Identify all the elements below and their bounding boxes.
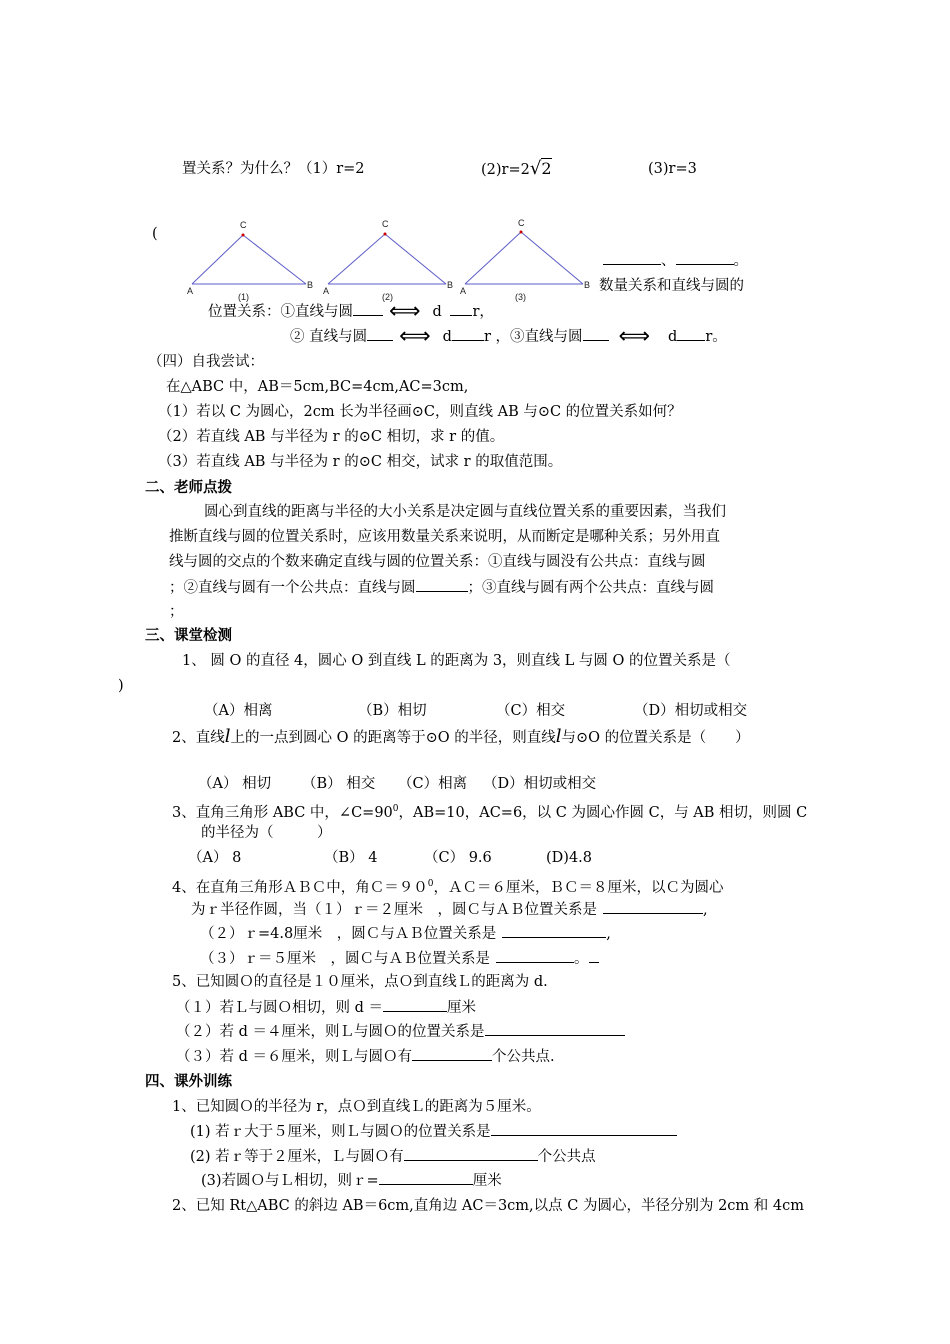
text: 为ｒ半径作圆，当（１）ｒ＝２厘米 ，圆Ｃ与ＡＢ位置关系是 (191, 902, 597, 918)
section-heading-class-test: 三、课堂检测 (145, 628, 232, 644)
class-test-q1-close: ) (118, 678, 124, 694)
blank (404, 1146, 538, 1161)
blank (452, 326, 484, 341)
class-test-q3-line1 (172, 799, 807, 823)
class-test-q3-line2: 的半径为（ ） (201, 825, 332, 841)
tri1-label-a: A (187, 286, 194, 296)
blank (603, 250, 661, 265)
text: ；③直线与圆有两个公共点：直线与圆 (467, 580, 714, 596)
r-symbol: r， (472, 304, 494, 320)
option: (D)4.8 (546, 850, 592, 866)
class-test-q1: 1、 圆 O 的直径 4，圆心 O 到直线 L 的距离为 3，则直线 L 与圆 O 的位置关系是（ (182, 653, 731, 669)
text: 厘米 (472, 1173, 502, 1189)
class-test-q5-b (176, 1021, 625, 1042)
class-test-q5-c (176, 1046, 555, 1067)
blank (677, 326, 705, 341)
text: 。 (574, 951, 589, 967)
sqrt-symbol: √ (529, 158, 542, 179)
tri2-label-b: B (447, 280, 454, 290)
text: （３）ｒ＝５厘米 ，圆Ｃ与ＡＢ位置关系是 (200, 951, 490, 967)
tri3-label-b: B (584, 280, 591, 290)
self-test-item: （1）若以 C 为圆心，2cm 长为半径画⊙C，则直线 AB 与⊙C 的位置关系如何？ (158, 404, 682, 420)
teacher-paragraph-line: ； (169, 604, 184, 620)
teacher-paragraph-line: 线与圆的交点的个数来确定直线与圆的位置关系：①直线与圆没有公共点：直线与圆 (169, 554, 706, 570)
option: （B） 4 (324, 850, 378, 866)
text: (1) 若ｒ大于５厘米，则Ｌ与圆Ｏ的位置关系是 (190, 1124, 491, 1140)
self-test-heading: （四）自我尝试： (148, 354, 264, 370)
class-test-q4-line3 (200, 923, 611, 944)
tri3-label-a: A (460, 286, 467, 296)
option: （D）相切或相交 (634, 703, 748, 719)
blank (416, 577, 468, 592)
section-heading-teacher: 二、老师点拨 (145, 480, 232, 496)
relation-label: 位置关系：①直线与圆 (208, 304, 353, 320)
homework-q2: 2、已知 Rt△ABC 的斜边 AB＝6cm,直角边 AC＝3cm,以点 C 为圆心，半径分别为 2cm 和 4cm (172, 1198, 804, 1214)
blank (383, 997, 447, 1012)
degree-superscript: 0 (392, 804, 399, 814)
top-question-prefix: 置关系？为什么？（1）r=2 (182, 161, 365, 177)
teacher-paragraph-line: 圆心到直线的距离与半径的大小关系是决定圆与直线位置关系的重要因素，当我们 (204, 504, 726, 520)
double-arrow-icon: ⟺ (389, 299, 421, 324)
section-heading-homework: 四、课外训练 (145, 1074, 232, 1090)
text: , (703, 902, 708, 918)
text: 个公共点. (492, 1049, 555, 1065)
blank (589, 948, 599, 963)
tri1-label-c: C (240, 220, 247, 230)
blank (491, 1121, 677, 1136)
tri3-label-c: C (518, 218, 525, 228)
tri1-caption: (1) (238, 292, 249, 302)
blank (412, 1046, 492, 1061)
tri1-label-b: B (307, 280, 314, 290)
line-l-symbol: l (224, 726, 231, 747)
triangle-figure-2 (322, 218, 454, 304)
text: 2、直线 (172, 730, 225, 746)
text: 个公共点 (537, 1149, 596, 1165)
text: (2) 若ｒ等于２厘米，Ｌ与圆Ｏ有 (190, 1149, 404, 1165)
homework-q1-c (201, 1170, 502, 1191)
text: ；②直线与圆有一个公共点：直线与圆 (169, 580, 416, 596)
tri2-label-a: A (323, 286, 330, 296)
blank (676, 250, 734, 265)
text: （２）ｒ=4.8厘米 ，圆Ｃ与ＡＢ位置关系是 (200, 926, 497, 942)
relation-line-1 (208, 301, 494, 322)
text: ，AB=10，AC=6，以 C 为圆心作圆 C，与 AB 相切，则圆 C (398, 804, 808, 821)
double-arrow-icon: ⟺ (618, 324, 651, 349)
text: 厘米 (447, 1000, 476, 1016)
double-arrow-icon: ⟺ (399, 324, 431, 349)
class-test-q4-line4 (200, 948, 599, 969)
homework-q1-a (190, 1121, 677, 1142)
homework-q1: 1、已知圆Ｏ的半径为 r，点Ｏ到直线Ｌ的距离为５厘米。 (172, 1099, 541, 1115)
class-test-q2 (172, 727, 750, 748)
relation-line-2 (290, 326, 727, 347)
blank (485, 1021, 625, 1036)
class-test-q5-a (176, 997, 476, 1018)
text: (3)若圆Ｏ与Ｌ相切，则ｒ= (201, 1173, 379, 1189)
relation-3-label: r ，③直线与圆 (483, 329, 583, 345)
blank (502, 923, 606, 938)
option: （D）相切或相交 (483, 776, 597, 792)
blank (367, 326, 393, 341)
class-test-q5-line1: 5、已知圆Ｏ的直径是１０厘米，点Ｏ到直线Ｌ的距离为 d. (172, 974, 548, 990)
r-symbol: r。 (705, 329, 727, 345)
text: ，ＡＣ＝６厘米，ＢＣ＝８厘米，以Ｃ为圆心 (433, 879, 724, 896)
option: （B） 相交 (302, 776, 376, 792)
self-test-given: 在△ABC 中，AB＝5cm,BC=4cm,AC=3cm, (166, 379, 469, 395)
text: 与⊙O 的位置关系是（ ） (561, 730, 750, 746)
blank (379, 1170, 473, 1185)
teacher-paragraph-line: 推断直线与圆的位置关系时，应该用数量关系来说明，从而断定是哪种关系；另外用直 (169, 529, 720, 545)
period: 。 (733, 253, 748, 269)
text: （１）若Ｌ与圆Ｏ相切，则 d ＝ (176, 1000, 383, 1016)
blank (450, 301, 472, 316)
blank (496, 948, 574, 963)
teacher-paragraph-line (169, 577, 714, 598)
tri2-caption: (2) (382, 292, 393, 302)
homework-q1-b (190, 1146, 596, 1167)
figure-right-line2: 数量关系和直线与圆的 (599, 278, 744, 294)
relation-2-label: ② 直线与圆 (290, 329, 368, 345)
line-l-symbol: l (555, 726, 562, 747)
option: （A） 相切 (198, 776, 272, 792)
option: （C）相交 (496, 703, 566, 719)
text: （２）若 d ＝４厘米，则Ｌ与圆Ｏ的位置关系是 (176, 1024, 485, 1040)
degree-superscript: 0 (427, 879, 434, 889)
q2-root-value: 2 (541, 159, 552, 178)
option: （C） 9.6 (424, 850, 492, 866)
text: 4、在直角三角形ＡＢＣ中，角Ｃ＝９０ (172, 879, 428, 896)
triangle-figure-1 (186, 218, 316, 304)
text: 上的一点到圆心 O 的距离等于⊙O 的半径，则直线 (230, 730, 556, 746)
self-test-item: （2）若直线 AB 与半径为 r 的⊙C 相切，求 r 的值。 (158, 429, 505, 445)
d-symbol: d (432, 304, 442, 320)
blank (603, 899, 703, 914)
option: （C）相离 (398, 776, 468, 792)
text: 3、直角三角形 ABC 中，∠C=90 (172, 804, 393, 821)
blank (583, 326, 609, 341)
q2-label: (2)r=2 (481, 162, 530, 178)
figure-right-line1 (603, 250, 748, 271)
text: , (606, 926, 611, 942)
top-question-3: (3)r=3 (648, 161, 697, 177)
triangle-figure-3 (459, 218, 593, 304)
top-question-2 (481, 159, 552, 180)
d-symbol: d (442, 329, 452, 345)
tri2-label-c: C (382, 219, 389, 229)
blank (353, 301, 383, 316)
option: （B）相切 (358, 703, 427, 719)
class-test-q4-line1 (172, 874, 723, 898)
d-symbol: d (668, 329, 678, 345)
figure-open-paren: ( (152, 226, 158, 242)
self-test-item: （3）若直线 AB 与半径为 r 的⊙C 相交，试求 r 的取值范围。 (158, 454, 563, 470)
separator: 、 (661, 253, 676, 269)
class-test-q4-line2 (191, 899, 708, 920)
option: （A）相离 (204, 703, 273, 719)
text: （３）若 d ＝６厘米，则Ｌ与圆Ｏ有 (176, 1049, 412, 1065)
tri3-caption: (3) (515, 292, 526, 302)
option: （A） 8 (188, 850, 242, 866)
